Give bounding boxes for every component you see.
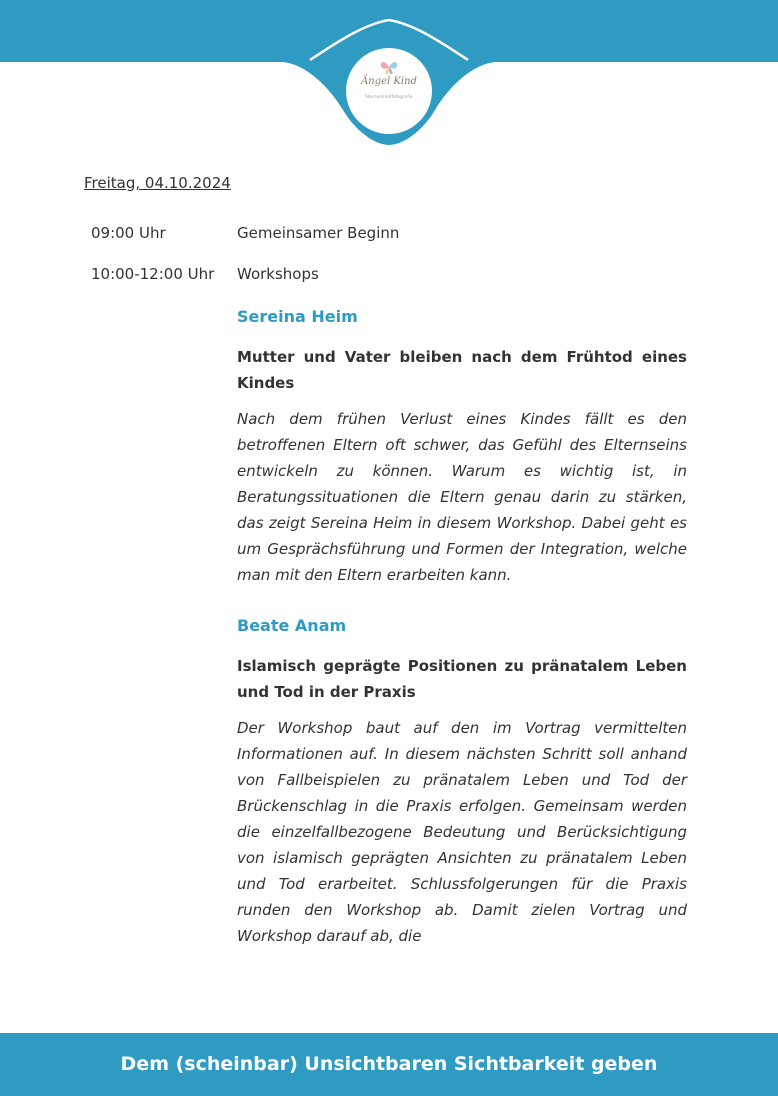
workshop-description: Der Workshop baut auf den im Vortrag vermittelten Informationen auf. In diesem nächsten Schritt soll anhand von Fallbeispielen zu pränatalem Leben und Tod der Brückenschlag in die Praxis erfolgen. Gemeinsam werden die einzelfallbezogene Bedeutung und Berücksichtigung von islamisch geprägten Ansichten zu pränatalem Leben und Tod erarbeitet. Schlussfolgerungen für die Praxis runden den Workshop ab. Damit zielen Vortrag und Workshop darauf ab, die bbox=[237, 719, 687, 945]
speaker-name: Sereina Heim bbox=[237, 307, 358, 326]
schedule-time: 10:00-12:00 Uhr bbox=[91, 265, 215, 283]
schedule-date: Freitag, 04.10.2024 bbox=[84, 174, 231, 192]
workshop-block bbox=[237, 616, 687, 949]
speaker-name: Beate Anam bbox=[237, 616, 347, 635]
schedule-time: 09:00 Uhr bbox=[91, 224, 166, 242]
logo-tagline: Sternenkindfotografie bbox=[365, 94, 413, 99]
footer-slogan: Dem (scheinbar) Unsichtbaren Sichtbarkeit geben bbox=[120, 1053, 658, 1075]
workshop-title: Mutter und Vater bleiben nach dem Frühtod eines Kindes bbox=[237, 348, 687, 392]
logo-brand-text: Ängel Kind bbox=[361, 76, 417, 87]
schedule-entry: Gemeinsamer Beginn bbox=[237, 224, 400, 242]
footer-bar bbox=[0, 1033, 778, 1096]
butterfly-icon bbox=[379, 58, 399, 76]
logo bbox=[346, 48, 432, 134]
workshop-description: Nach dem frühen Verlust eines Kindes fällt es den betroffenen Eltern oft schwer, das Gefühl des Elternseins entwickeln zu können. Warum es wichtig ist, in Beratungssituationen die Eltern genau darin zu stärken, das zeigt Sereina Heim in diesem Workshop. Dabei geht es um Gesprächsführung und Formen der Integration, welche man mit den Eltern erarbeiten kann. bbox=[237, 410, 687, 584]
workshop-title: Islamisch geprägte Positionen zu pränatalem Leben und Tod in der Praxis bbox=[237, 657, 687, 701]
workshop-block bbox=[237, 307, 687, 588]
schedule-entry: Workshops bbox=[237, 265, 319, 283]
